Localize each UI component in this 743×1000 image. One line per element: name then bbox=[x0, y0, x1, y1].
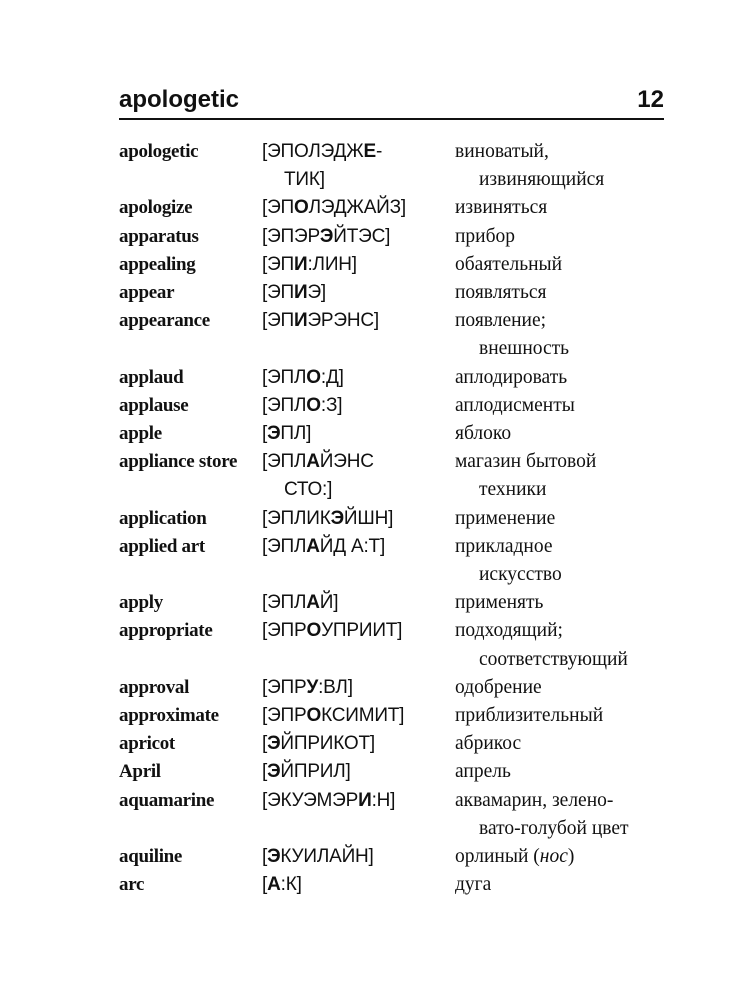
russian-translation: прибор bbox=[455, 225, 516, 247]
stressed-vowel: И bbox=[294, 310, 308, 332]
dictionary-entry bbox=[119, 787, 679, 843]
transcription: [ЭЙПРИКОТ] bbox=[262, 733, 375, 755]
transcription: [ЭПОЛЭДЖЕ- ТИК] bbox=[262, 138, 455, 194]
transcription: [ЭПЛ] bbox=[262, 423, 312, 445]
english-word: appear bbox=[119, 282, 175, 304]
stressed-vowel: И bbox=[358, 789, 372, 811]
translation-continuation: вато-голубой цвет bbox=[479, 817, 629, 839]
dictionary-entry bbox=[119, 843, 679, 871]
dictionary-entry bbox=[119, 392, 679, 420]
russian-translation: апрель bbox=[455, 761, 511, 783]
dictionary-entry bbox=[119, 702, 679, 730]
english-word: applause bbox=[119, 394, 189, 416]
stressed-vowel: О bbox=[306, 620, 322, 642]
russian-translation: применение bbox=[455, 507, 556, 529]
dictionary-entry bbox=[119, 589, 679, 617]
transcription: [ЭПРОКСИМИТ] bbox=[262, 705, 405, 727]
translation-continuation: внешность bbox=[479, 338, 570, 360]
russian-translation: прикладное искусство bbox=[455, 533, 679, 589]
russian-translation: появляться bbox=[455, 282, 547, 304]
stressed-vowel: Э bbox=[267, 761, 281, 783]
english-word: appropriate bbox=[119, 620, 213, 642]
english-word: appliance store bbox=[119, 451, 238, 473]
transcription: [ЭПРОУПРИИТ] bbox=[262, 620, 403, 642]
dictionary-entry bbox=[119, 138, 679, 194]
usage-note: нос bbox=[539, 846, 568, 868]
page-number: 12 bbox=[637, 86, 664, 113]
dictionary-entry bbox=[119, 617, 679, 673]
stressed-vowel: Э bbox=[267, 423, 281, 445]
page-header bbox=[119, 84, 664, 120]
transcription: [ЭПЛО:Д] bbox=[262, 366, 344, 388]
english-word: arc bbox=[119, 874, 145, 896]
russian-translation: приблизительный bbox=[455, 705, 604, 727]
transcription-continuation: СТО:] bbox=[284, 479, 333, 501]
stressed-vowel: А bbox=[306, 535, 320, 557]
transcription: [ЭПЭРЭЙТЭС] bbox=[262, 225, 391, 247]
dictionary-entry bbox=[119, 223, 679, 251]
russian-translation: появление; внешность bbox=[455, 307, 679, 363]
transcription: [ЭПЛАЙ] bbox=[262, 592, 339, 614]
dictionary-entry bbox=[119, 674, 679, 702]
dictionary-entries bbox=[119, 138, 679, 899]
transcription: [А:К] bbox=[262, 874, 302, 896]
russian-translation: извиняться bbox=[455, 197, 548, 219]
dictionary-entry bbox=[119, 307, 679, 363]
stressed-vowel: А bbox=[267, 874, 281, 896]
english-word: application bbox=[119, 507, 207, 529]
english-word: apparatus bbox=[119, 225, 199, 247]
russian-translation: подходящий; соответствующий bbox=[455, 617, 679, 673]
english-word: apply bbox=[119, 592, 163, 614]
dictionary-entry bbox=[119, 364, 679, 392]
english-word: appearance bbox=[119, 310, 210, 332]
stressed-vowel: О bbox=[306, 705, 322, 727]
dictionary-entry bbox=[119, 448, 679, 504]
translation-continuation: извиняющийся bbox=[479, 169, 605, 191]
stressed-vowel: Е bbox=[363, 141, 376, 162]
english-word: applied art bbox=[119, 535, 205, 557]
transcription: [ЭПЛИКЭЙШН] bbox=[262, 507, 394, 529]
russian-translation: аплодисменты bbox=[455, 394, 575, 416]
english-word: apologetic bbox=[119, 141, 199, 162]
english-word: applaud bbox=[119, 366, 184, 388]
stressed-vowel: О bbox=[306, 394, 321, 416]
russian-translation: аквамарин, зелено- вато-голубой цвет bbox=[455, 787, 679, 843]
stressed-vowel: А bbox=[306, 592, 320, 614]
dictionary-entry bbox=[119, 758, 679, 786]
stressed-vowel: О bbox=[306, 366, 321, 388]
transcription: [ЭПЛАЙЭНС СТО:] bbox=[262, 448, 455, 504]
english-word: aquamarine bbox=[119, 789, 215, 811]
russian-translation: одобрение bbox=[455, 676, 542, 698]
english-word: apologize bbox=[119, 197, 193, 219]
transcription: [ЭКУИЛАЙН] bbox=[262, 846, 374, 868]
russian-translation: виноватый, извиняющийся bbox=[455, 138, 679, 194]
russian-translation: аплодировать bbox=[455, 366, 568, 388]
transcription-continuation: ТИК] bbox=[284, 169, 325, 191]
transcription: [ЭКУЭМЭРИ:Н] bbox=[262, 789, 396, 811]
stressed-vowel: Э bbox=[319, 225, 334, 247]
translation-continuation: соответствующий bbox=[479, 648, 628, 670]
dictionary-entry bbox=[119, 420, 679, 448]
english-word: appealing bbox=[119, 253, 196, 275]
english-word: approximate bbox=[119, 705, 219, 727]
stressed-vowel: Э bbox=[330, 507, 344, 529]
stressed-vowel: И bbox=[294, 253, 308, 275]
translation-continuation: техники bbox=[479, 479, 547, 501]
transcription: [ЭПИ:ЛИН] bbox=[262, 253, 357, 275]
english-word: aquiline bbox=[119, 846, 183, 868]
russian-translation: применять bbox=[455, 592, 544, 614]
transcription: [ЭПИЭРЭНС] bbox=[262, 310, 379, 332]
stressed-vowel: У bbox=[306, 676, 319, 698]
stressed-vowel: А bbox=[306, 451, 320, 473]
dictionary-entry bbox=[119, 251, 679, 279]
russian-translation: магазин бытовой техники bbox=[455, 448, 679, 504]
transcription: [ЭПИЭ] bbox=[262, 282, 327, 304]
transcription: [ЭПЛАЙД А:Т] bbox=[262, 535, 386, 557]
dictionary-entry bbox=[119, 279, 679, 307]
dictionary-entry bbox=[119, 533, 679, 589]
russian-translation: орлиный (нос) bbox=[455, 846, 575, 868]
stressed-vowel: И bbox=[294, 282, 308, 304]
russian-translation: яблоко bbox=[455, 423, 512, 445]
russian-translation: абрикос bbox=[455, 733, 522, 755]
english-word: apricot bbox=[119, 733, 175, 755]
running-headword: apologetic bbox=[119, 86, 240, 113]
russian-translation: дуга bbox=[455, 874, 492, 896]
transcription: [ЭПРУ:ВЛ] bbox=[262, 676, 353, 698]
stressed-vowel: Э bbox=[267, 846, 281, 868]
dictionary-entry bbox=[119, 730, 679, 758]
dictionary-entry bbox=[119, 505, 679, 533]
transcription: [ЭПЛО:З] bbox=[262, 394, 343, 416]
dictionary-entry bbox=[119, 871, 679, 899]
transcription: [ЭЙПРИЛ] bbox=[262, 761, 351, 783]
transcription: [ЭПОЛЭДЖАЙЗ] bbox=[262, 197, 406, 219]
dictionary-entry bbox=[119, 194, 679, 222]
stressed-vowel: О bbox=[294, 197, 309, 219]
russian-translation: обаятельный bbox=[455, 253, 563, 275]
english-word: approval bbox=[119, 676, 190, 698]
english-word: April bbox=[119, 761, 161, 783]
stressed-vowel: Э bbox=[267, 733, 281, 755]
english-word: apple bbox=[119, 423, 162, 445]
translation-continuation: искусство bbox=[479, 564, 562, 586]
